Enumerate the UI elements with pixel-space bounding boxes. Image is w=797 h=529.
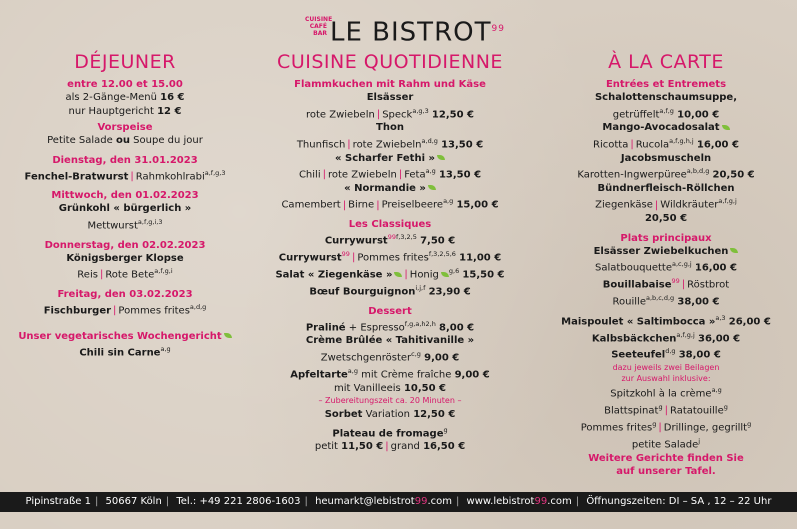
day-dish-side: [5, 216, 245, 233]
web-part: www.lebistrot: [466, 496, 535, 507]
dish-name: « Normandie »: [344, 182, 426, 194]
day-dish: Fischburger | Pommes frites$^{a,d,g}$: [43, 302, 207, 317]
price: 20,50 €: [712, 169, 755, 181]
side-2: Blattspinat$^g$ | Ratatouille$^g$: [604, 403, 728, 417]
dish-side: getrüffelt: [612, 108, 660, 120]
ingredient: Ricotta: [593, 139, 629, 151]
flamm-3-name: [250, 152, 530, 166]
allergen: i,j,f: [415, 283, 426, 292]
side-name: Pommes frites: [580, 422, 653, 434]
logo-tagline: [305, 16, 333, 37]
dessert-note: – Zubereitungszeit ca. 20 Minuten –: [318, 396, 462, 406]
vorspeise-b: Soupe du jour: [133, 135, 203, 146]
flamm-1-name: Elsässer: [366, 92, 414, 103]
dish-name: Praliné: [305, 321, 346, 333]
size-label: grand: [390, 441, 420, 453]
ingredient: Thunfisch: [296, 139, 346, 151]
logo-tag-cuisine: CUISINE: [305, 16, 333, 23]
price: 12,50 €: [413, 409, 456, 421]
dish-name: Salat « Ziegenkäse »: [275, 269, 393, 281]
dish-name: Apfeltarte: [290, 369, 348, 381]
entree-3-line: [540, 165, 792, 182]
price: 12,50 €: [431, 108, 474, 120]
dish-name: Maispoulet « Saltimbocca »: [561, 316, 716, 328]
dish-name: Mango-Avocadosalat: [602, 122, 720, 134]
classic-4: [250, 282, 530, 299]
footer-email[interactable]: [315, 496, 452, 507]
logo-sup: 99: [491, 24, 505, 34]
dish-name: Plateau de fromage: [332, 427, 444, 439]
dish-side: Pommes frites: [357, 252, 429, 264]
classiques-heading: Les Classiques: [348, 219, 432, 231]
main-price-line: [5, 105, 245, 119]
email-part: .com: [427, 496, 452, 507]
main-price: 12 €: [157, 105, 182, 117]
ingredient: rote Zwiebeln: [305, 108, 375, 120]
flamm-4-name: [250, 182, 530, 196]
allergen: a,3: [715, 313, 726, 322]
dessert-1: [250, 318, 530, 335]
day-dish: Grünkohl « bürgerlich »: [58, 203, 192, 215]
email-part: 99: [414, 496, 428, 507]
day-heading: Dienstag, den 31.01.2023: [52, 154, 198, 166]
entree-4-name: Bündnerfleisch-Röllchen: [597, 182, 735, 194]
sides-note-1: dazu jeweils zwei Beilagen: [612, 363, 720, 373]
allergen: g: [443, 425, 448, 434]
allergen: a,f,g,i,3: [137, 217, 163, 226]
allergen: a,b,c,d,g: [645, 293, 675, 302]
brand-sup: 99: [671, 277, 680, 286]
dish-side: Variation: [365, 409, 411, 421]
allergen: d,g: [665, 347, 676, 356]
ingredient: rote Zwiebeln: [327, 169, 397, 181]
dish-name: Seeteufel: [611, 349, 666, 361]
main-label: nur Hauptgericht: [68, 105, 154, 117]
allergen: a,c,g,j: [672, 260, 692, 269]
footer-phone[interactable]: Tel.: +49 221 2806-1603: [176, 496, 301, 507]
plat-2-line: [540, 292, 792, 309]
dessert-5-line: petit 11,50 € | grand 16,50 €: [314, 441, 466, 453]
allergen: c,g: [411, 349, 421, 358]
brand-sup: 99: [387, 233, 396, 242]
dish-side: Salatbouquette: [595, 262, 672, 274]
side-name: Drillinge, gegrillt: [663, 422, 748, 434]
veg-heading: [5, 330, 245, 343]
classic-3: Salat « Ziegenkäse » | Honig $^{g,6}$ 15,50 €: [275, 266, 505, 281]
dish-side: Röstbrot: [687, 279, 730, 291]
entrees-heading: Entrées et Entremets: [605, 79, 727, 90]
cuisine-column: [250, 50, 530, 454]
more-dishes-2: auf unserer Tafel.: [616, 465, 716, 477]
veg-title: Unser vegetarisches Wochengericht: [18, 330, 222, 342]
day-dish-side: Reis | Rote Bete$^{a,f,g,i}$: [77, 267, 173, 281]
dish-name: Bœuf Bourguignon: [309, 286, 416, 298]
sides-note-2: zur Auswahl inklusive:: [621, 374, 711, 384]
plat-2-name: Bouillabaise$^{99}$ | Röstbrot: [602, 277, 730, 291]
allergen: g,6: [448, 266, 460, 275]
leaf-icon: [224, 333, 232, 338]
entree-4-line: Ziegenkäse | Wildkräuter$^{a,f,g,j}$: [595, 197, 737, 211]
ingredient: Rucola: [635, 139, 670, 151]
flamm-2-line: Thunfisch | rote Zwiebeln$^{a,d,g}$ 13,50 €: [296, 136, 484, 151]
menu-price: 16 €: [160, 92, 185, 103]
entree-2-line: Ricotta | Rucola$^{a,f,g,h,j}$ 16,00 €: [593, 136, 739, 151]
day-dish: Königsberger Klopse: [66, 252, 184, 264]
allergen: a,f,g,j: [718, 197, 737, 206]
entree-3-name: Jacobsmuscheln: [620, 152, 712, 164]
dish-side: Rote Bete: [105, 269, 155, 281]
web-part: .com: [547, 496, 572, 507]
dish-side: Mettwurst: [87, 220, 138, 232]
ingredient: Feta: [404, 169, 426, 181]
price: 16,00 €: [696, 139, 739, 151]
day-heading: Freitag, den 03.02.2023: [57, 288, 193, 300]
dish-name: Currywurst: [278, 252, 342, 264]
price: 7,50 €: [420, 235, 456, 247]
ingredient: rote Zwiebeln: [352, 139, 422, 151]
allergen: j: [698, 436, 701, 445]
dessert-3-line: [250, 365, 530, 382]
plat-1-line: [540, 258, 792, 275]
price: 11,50 €: [341, 441, 384, 453]
dish-side: + Espresso: [348, 321, 405, 333]
side-name: Spitzkohl à la crème: [610, 388, 712, 400]
vorspeise-ou: ou: [115, 135, 130, 146]
dish-side: mit Vanilleeis: [333, 382, 401, 394]
footer-website[interactable]: [467, 496, 572, 507]
allergen: a,g: [443, 197, 454, 206]
plat-5: [540, 345, 792, 362]
price: 9,00 €: [454, 369, 490, 381]
flamm-3-line: Chili | rote Zwiebeln | Feta$^{a,g}$ 13,50 €: [298, 167, 482, 181]
plat-1-name: [540, 245, 792, 259]
menu-price-line: [5, 91, 245, 105]
leaf-icon: [428, 185, 436, 190]
logo-tag-cafe: CAFÉ: [309, 23, 327, 30]
carte-column: [540, 50, 792, 478]
classic-1: [250, 231, 530, 248]
flamm-1-line: rote Zwiebeln | Speck$^{a,g,3}$ 12,50 €: [305, 106, 474, 120]
allergen: g: [747, 419, 752, 428]
size-label: petit: [314, 441, 338, 453]
veg-dish: Chili sin Carne: [79, 347, 161, 359]
price: 36,00 €: [697, 332, 741, 344]
footer-city: 50667 Köln: [105, 496, 162, 507]
side-3: Pommes frites$^g$ | Drillinge, gegrillt$^g$: [580, 419, 752, 434]
plat-3: [540, 312, 792, 329]
price: 38,00 €: [678, 349, 721, 361]
more-dishes-1: Weitere Gerichte finden Sie: [588, 452, 744, 464]
entree-4-price: 20,50 €: [644, 213, 688, 225]
ingredient: Karotten-Ingwerpüree: [577, 169, 687, 181]
dish-name: « Scharfer Fethi »: [335, 152, 435, 164]
footer-bar: Pipinstraße 1 | 50667 Köln | Tel.: +49 221 2806-1603 | heumarkt@lebistrot99.com | www.lebistrot99.com | Öffnungszeiten: DI – SA , 12 – 22 Uhr: [0, 492, 797, 512]
price: 26,00 €: [728, 316, 771, 328]
dish-side: Honig: [409, 269, 439, 281]
price: 15,50 €: [462, 269, 505, 281]
flamm-2-name: Thon: [376, 122, 404, 134]
dish-side: Zwetschgenröster: [320, 352, 412, 364]
carte-title: À LA CARTE: [608, 51, 724, 73]
allergen: g: [658, 403, 663, 412]
ingredient: Preiselbeere: [381, 199, 444, 211]
dessert-2-name: Crème Brûlée « Tahitivanille »: [305, 335, 475, 347]
menu-label: als 2-Gänge-Menü: [65, 92, 157, 103]
vorspeise-heading: Vorspeise: [97, 122, 153, 133]
allergen: a,f,g,j: [676, 330, 695, 339]
allergen: a,f,g,i: [154, 267, 173, 276]
allergen: a,g: [711, 386, 722, 395]
allergen: a,g: [347, 366, 358, 375]
allergen: a,d,g: [421, 136, 438, 145]
dessert-2-line: [250, 348, 530, 365]
dish-side: Rahmkohlrabi: [135, 170, 205, 182]
dish-side: mit Crème fraîche: [361, 369, 452, 381]
allergen: a,f,g,3: [204, 168, 226, 177]
footer-address: Pipinstraße 1: [25, 496, 91, 507]
allergen: f,3,2,5,6: [428, 250, 456, 259]
plats-heading: Plats principaux: [620, 232, 712, 244]
dessert-3-line2: [250, 382, 530, 396]
ingredient: Birne: [348, 199, 375, 211]
web-part: 99: [534, 496, 548, 507]
ingredient: Speck: [382, 108, 413, 120]
dejeuner-title: DÉJEUNER: [74, 51, 176, 73]
price: 8,00 €: [439, 321, 475, 333]
lunch-time: entre 12.00 et 15.00: [67, 79, 183, 90]
allergen: a,f,g: [659, 106, 674, 115]
day-heading: Mittwoch, den 01.02.2023: [51, 190, 199, 202]
entree-1-name: Schalottenschaumsuppe,: [594, 92, 737, 103]
price: 23,90 €: [428, 286, 471, 298]
dish-name: Kalbsbäckchen: [591, 332, 677, 344]
classic-2: Currywurst$^{99}$ | Pommes frites$^{f,3,2,5,6}$ 11,00 €: [278, 250, 502, 264]
veg-dish-line: [5, 343, 245, 360]
dish-side: Pommes frites: [118, 305, 190, 317]
price: 16,50 €: [423, 441, 466, 453]
vorspeise-line: [5, 134, 245, 148]
allergen: a,d,g: [189, 302, 207, 311]
dish-name: Fischburger: [43, 305, 112, 317]
dessert-4: [250, 408, 530, 422]
dessert-heading: Dessert: [368, 305, 412, 317]
allergen: a,g: [160, 344, 171, 353]
dessert-5-name: [250, 424, 530, 441]
price: 38,00 €: [677, 296, 720, 308]
price: 13,50 €: [438, 169, 482, 181]
allergen: a,g,3: [412, 106, 429, 115]
plat-4: [540, 329, 792, 346]
entree-2-name: [540, 121, 792, 135]
ingredient: Ziegenkäse: [595, 199, 653, 211]
allergen: a,b,d,g: [686, 167, 710, 176]
allergen: g: [652, 419, 657, 428]
dish-name: Sorbet: [324, 409, 363, 421]
side-name: Ratatouille: [669, 405, 724, 417]
dish-side: Reis: [77, 269, 98, 281]
side-1: [540, 384, 792, 401]
flamm-heading: Flammkuchen mit Rahm und Käse: [294, 79, 486, 90]
allergen: a,g: [425, 167, 436, 176]
leaf-icon: [722, 125, 730, 130]
leaf-icon: [441, 272, 449, 277]
email-part: heumarkt@lebistrot: [315, 496, 415, 507]
price: 13,50 €: [441, 139, 484, 151]
ingredient: Camembert: [281, 199, 341, 211]
price: 9,00 €: [424, 352, 460, 364]
day-heading: Donnerstag, den 02.02.2023: [44, 239, 206, 251]
flamm-4-line: Camembert | Birne | Preiselbeere$^{a,g}$ 15,00 €: [281, 197, 499, 211]
allergen: f,3,2,5: [395, 233, 417, 242]
vorspeise-a: Petite Salade: [47, 135, 113, 146]
leaf-icon: [437, 155, 445, 160]
logo-text: LE BISTROT: [330, 17, 492, 48]
price: 16,00 €: [694, 262, 737, 274]
ingredient: Wildkräuter: [660, 199, 719, 211]
dish-name: Fenchel-Bratwurst: [24, 170, 129, 182]
allergen: f,g,a,h2,h: [404, 319, 436, 328]
footer-hours: Öffnungszeiten: DI – SA , 12 – 22 Uhr: [586, 496, 772, 507]
side-name: petite Salade: [631, 439, 699, 451]
price: 10,00 €: [677, 108, 720, 120]
dish-name: Currywurst: [324, 235, 388, 247]
leaf-icon: [730, 248, 738, 253]
price: 11,00 €: [459, 252, 502, 264]
side-4: [540, 435, 792, 452]
price: 15,00 €: [456, 199, 499, 211]
allergen: a,f,g,h,j: [669, 136, 694, 145]
cuisine-title: CUISINE QUOTIDIENNE: [277, 51, 503, 73]
dejeuner-column: [5, 50, 245, 360]
ingredient: Chili: [298, 169, 321, 181]
brand-sup: 99: [341, 250, 350, 259]
logo-tag-bar: BAR: [313, 30, 327, 37]
price: 10,50 €: [403, 382, 447, 394]
logo-name: [330, 14, 505, 48]
dish-name: Elsässer Zwiebelkuchen: [593, 245, 729, 257]
allergen: g: [723, 403, 728, 412]
side-name: Blattspinat: [604, 405, 659, 417]
dish-side: Rouille: [612, 296, 646, 308]
dish-name: Bouillabaise: [602, 279, 672, 291]
day-dish: Fenchel-Bratwurst | Rahmkohlrabi$^{a,f,g,3}$: [24, 168, 226, 182]
entree-1-line: [540, 105, 792, 122]
